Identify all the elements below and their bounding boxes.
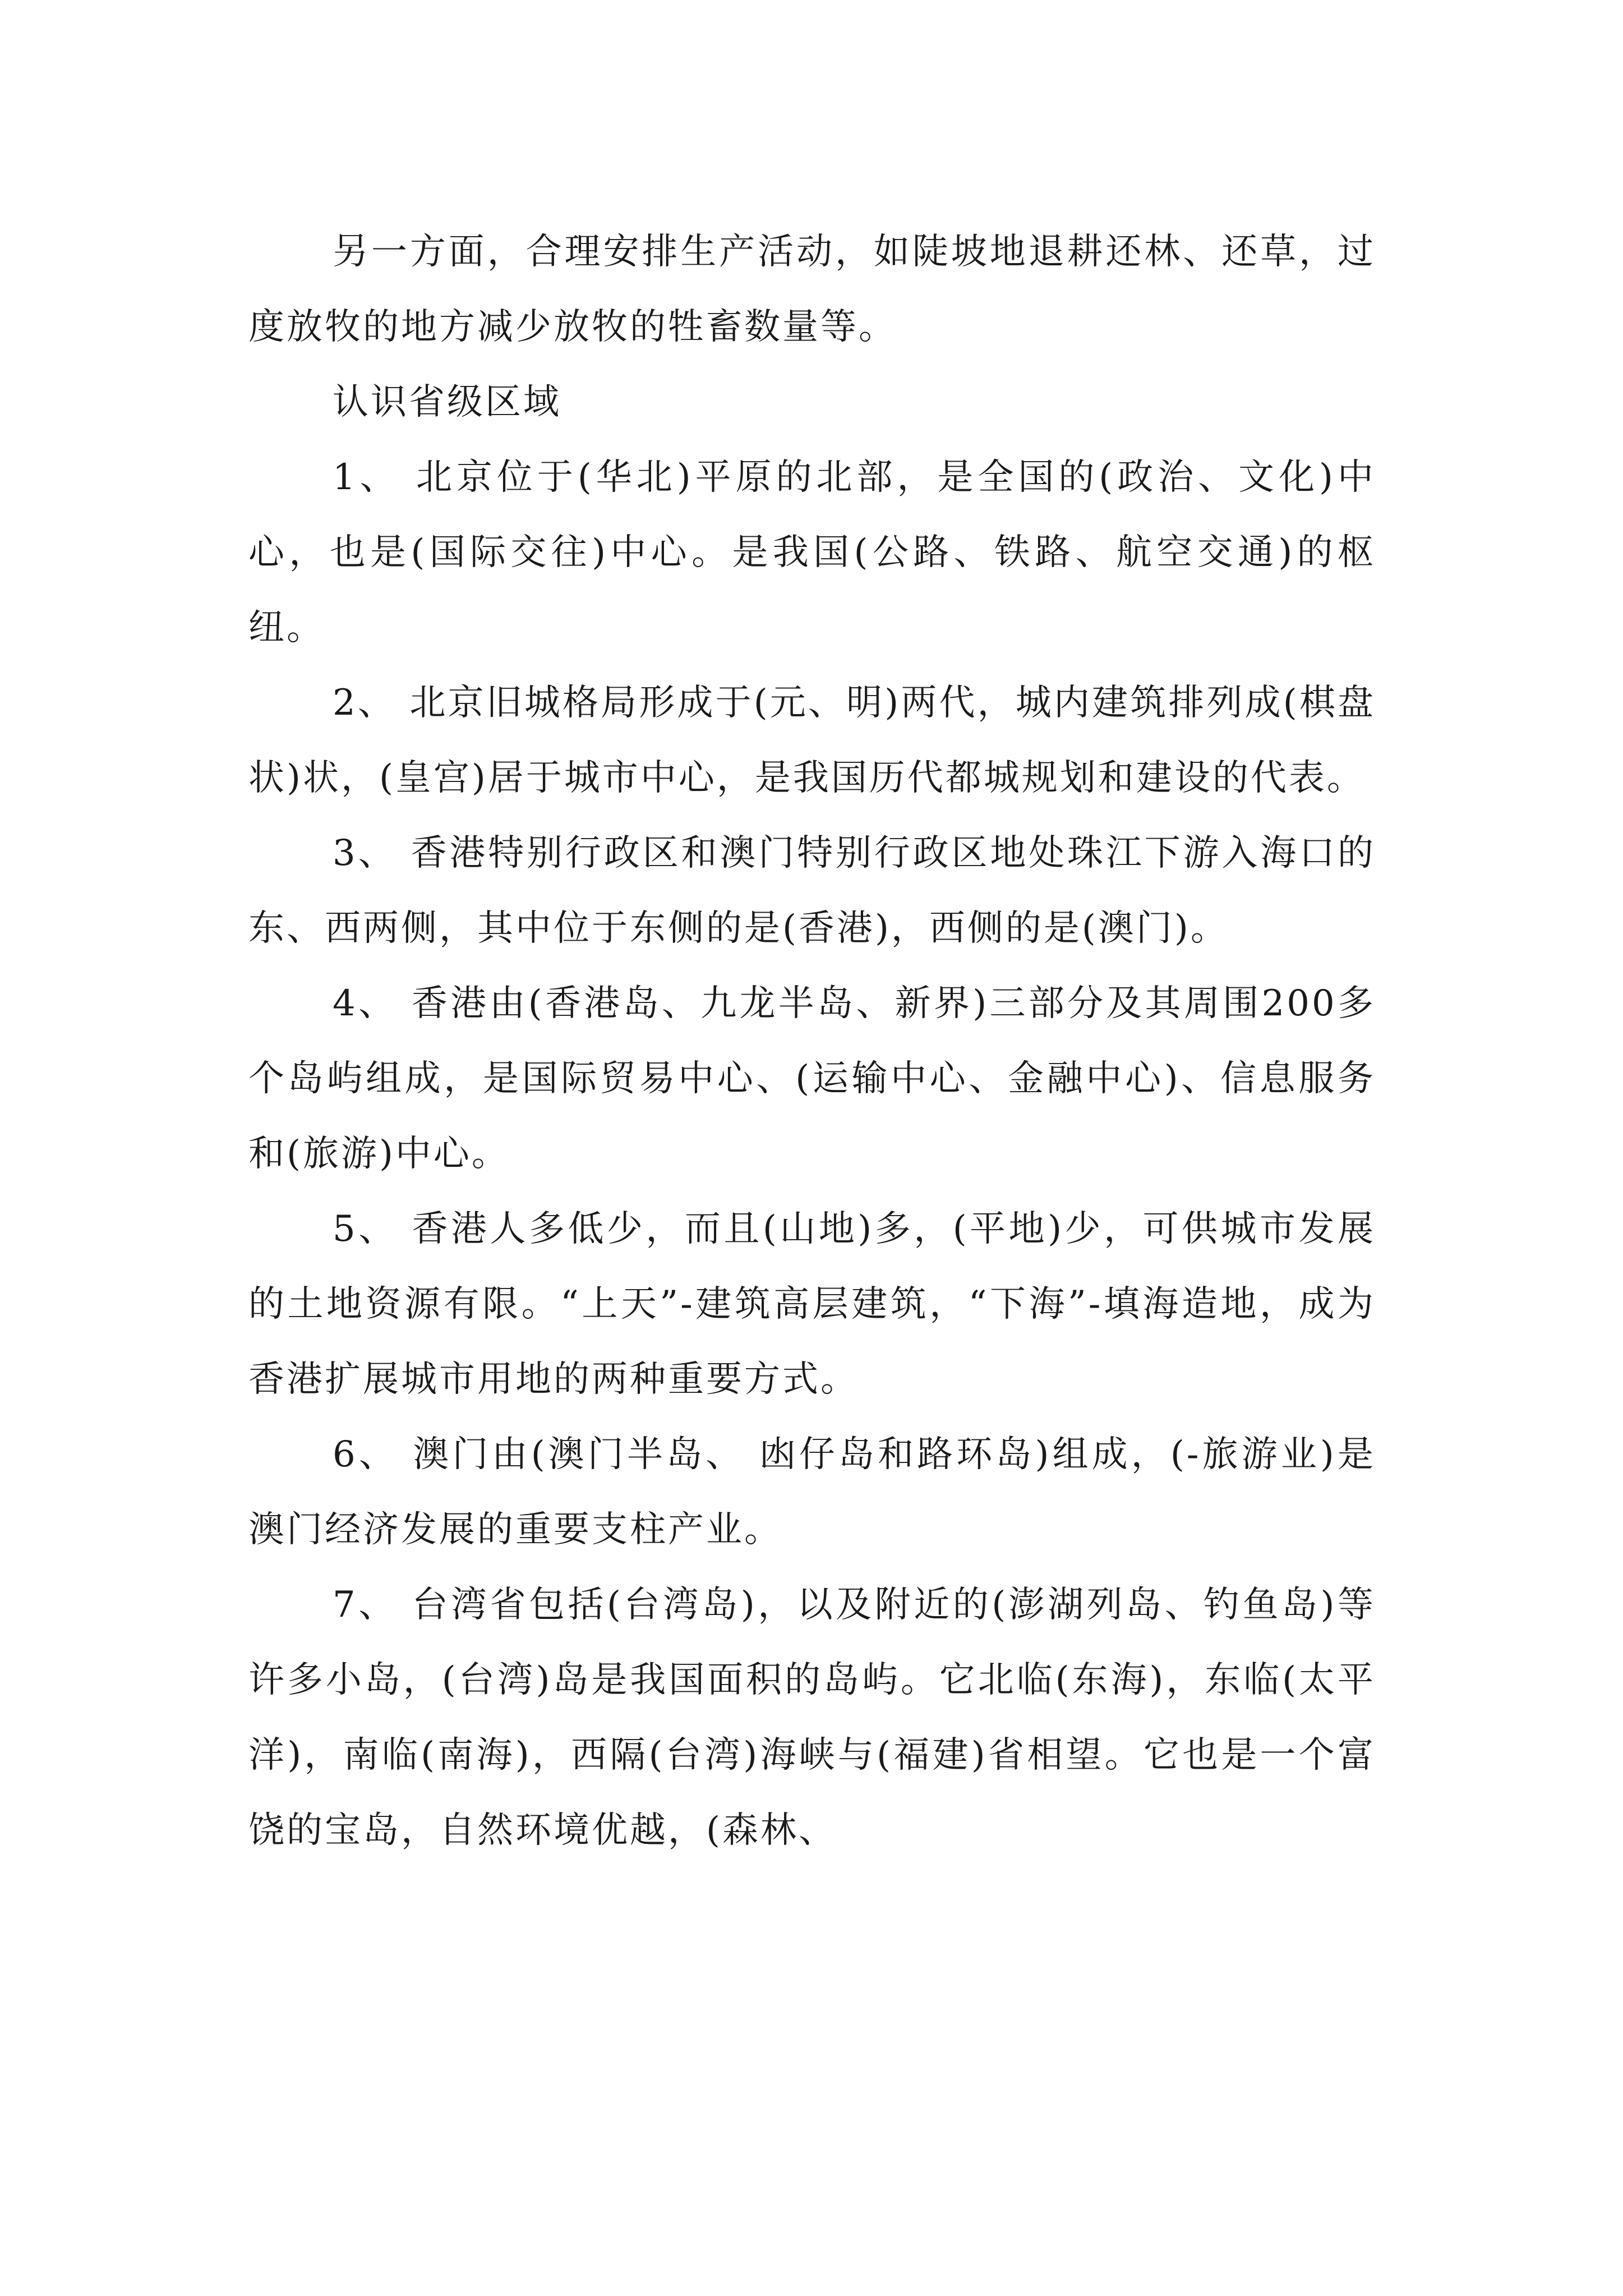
paragraph-intro: 另一方面，合理安排生产活动，如陡坡地退耕还林、还草，过度放牧的地方减少放牧的牲畜数量等。 [248, 231, 1376, 348]
paragraph-item-1: 1、 北京位于(华北)平原的北部，是全国的(政治、文化)中心，也是(国际交往)中心。是我国(公路、铁路、航空交通)的枢纽。 [248, 457, 1376, 648]
paragraph-item-2: 2、 北京旧城格局形成于(元、明)两代，城内建筑排列成(棋盘状)状，(皇宫)居于城市中心，是我国历代都城规划和建设的代表。 [248, 682, 1376, 799]
paragraph-item-6: 6、 澳门由(澳门半岛、 凼仔岛和路环岛)组成，(-旅游业)是澳门经济发展的重要支柱产业。 [248, 1434, 1376, 1550]
paragraph-item-5: 5、 香港人多低少，而且(山地)多，(平地)少，可供城市发展的土地资源有限。“上天”-建筑高层建筑，“下海”-填海造地，成为香港扩展城市用地的两种重要方式。 [248, 1208, 1376, 1400]
document-body [248, 214, 1376, 1868]
paragraph-item-3: 3、 香港特别行政区和澳门特别行政区地处珠江下游入海口的东、西两侧，其中位于东侧的是(香港)，西侧的是(澳门)。 [248, 832, 1376, 949]
paragraph-item-7: 7、 台湾省包括(台湾岛)，以及附近的(澎湖列岛、钓鱼岛)等许多小岛，(台湾)岛是我国面积的岛屿。它北临(东海)，东临(太平洋)，南临(南海)，西隔(台湾)海峡与(福建)省相望。它也是一个富饶的宝岛，自然环境优越，(森林、 [248, 1584, 1376, 1851]
section-heading: 认识省级区域 [333, 381, 561, 423]
paragraph-item-4: 4、 香港由(香港岛、九龙半岛、新界)三部分及其周围200多个岛屿组成，是国际贸易中心、(运输中心、金融中心)、信息服务和(旅游)中心。 [248, 983, 1376, 1175]
